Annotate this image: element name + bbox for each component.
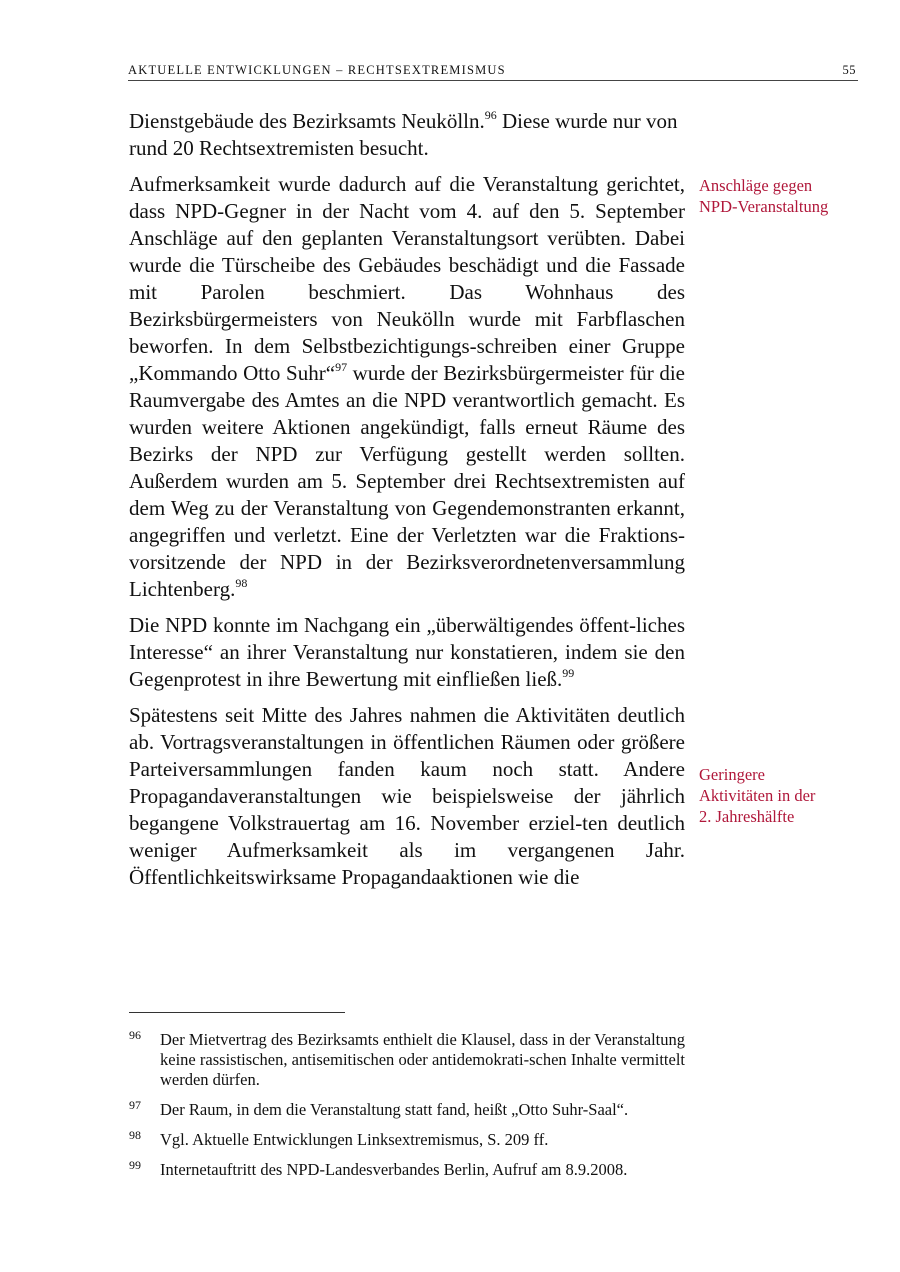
footnote-ref-98[interactable]: 98: [235, 576, 248, 590]
footnote-ref-99[interactable]: 99: [562, 666, 575, 680]
p2-text-a: Aufmerksamkeit wurde dadurch auf die Veranstaltung gerichtet, dass NPD-Gegner in der Nacht vom 4. auf den 5. September Anschläge auf den geplanten Veranstaltungsort verübten. Dabei wurde die Türscheibe des Gebäudes beschädigt und die Fassade mit Parolen beschmiert. Das Wohnhaus des Bezirksbürgermeisters von Neukölln wurde mit Farbflaschen beworfen. In dem Selbstbezichtigungs-schreiben einer Gruppe „Kommando Otto Suhr“: [129, 172, 685, 385]
p2-text-b: wurde der Bezirksbürgermeister für die Raumvergabe des Amtes an die NPD verantwortlich gemacht. Es wurden weitere Aktionen angekündigt, falls erneut Räume des Bezirks der NPD zur Verfügung gestellt werden sollten. Außerdem wurden am 5. September drei Rechtsextremisten auf dem Weg zu der Veranstaltung von Gegendemonstranten erkannt, angegriffen und verletzt. Eine der Verletzten war die Fraktions-vorsitzende der NPD in der Bezirksverordnetenversammlung Lichtenberg.: [129, 361, 685, 601]
margin-note-activities: [699, 764, 879, 827]
footnote-number: 98: [129, 1128, 141, 1142]
running-header: [128, 62, 858, 81]
footnote-ref-96[interactable]: 96: [484, 108, 497, 122]
main-text: [129, 108, 685, 900]
paragraph-3: [129, 612, 685, 693]
margin-note-line: 2. Jahreshälfte: [699, 807, 795, 826]
footnote-98: [129, 1130, 685, 1150]
margin-note-attacks: [699, 175, 879, 217]
p1-text-a: Dienstgebäude des Bezirksamts Neukölln.: [129, 109, 485, 133]
paragraph-4: [129, 702, 685, 891]
footnote-96: [129, 1030, 685, 1090]
footnote-number: 97: [129, 1098, 141, 1112]
footnote-text: Vgl. Aktuelle Entwicklungen Linksextremismus, S. 209 ff.: [160, 1130, 549, 1149]
footnote-number: 99: [129, 1158, 141, 1172]
footnote-97: [129, 1100, 685, 1120]
footnote-ref-97[interactable]: 97: [335, 360, 348, 374]
footnote-99: [129, 1160, 685, 1180]
paragraph-2: [129, 171, 685, 603]
footnote-text: Der Mietvertrag des Bezirksamts enthielt die Klausel, dass in der Veranstaltung keine rassistischen, antisemitischen oder antidemokrati-schen Inhalte vermittelt werden dürfen.: [160, 1030, 685, 1089]
paragraph-1: [129, 108, 685, 162]
p3-text: Die NPD konnte im Nachgang ein „überwältigendes öffent-liches Interesse“ an ihrer Veranstaltung nur konstatieren, indem sie den Gegenprotest in ihre Bewertung mit einfließen ließ.: [129, 613, 685, 691]
p4-text: Spätestens seit Mitte des Jahres nahmen die Aktivitäten deutlich ab. Vortragsveranstaltungen in öffentlichen Räumen oder größere Parteiversammlungen fanden kaum noch statt. Andere Propagandaveranstaltungen wie beispielsweise der jährlich begangene Volkstrauertag am 16. November erziel-ten deutlich weniger Aufmerksamkeit als im vergangenen Jahr. Öffentlichkeitswirksame Propagandaaktionen wie die: [129, 703, 685, 889]
running-title: AKTUELLE ENTWICKLUNGEN – RECHTSEXTREMISMUS: [128, 63, 506, 77]
page-number: 55: [842, 63, 856, 77]
footnote-text: Internetauftritt des NPD-Landesverbandes Berlin, Aufruf am 8.9.2008.: [160, 1160, 628, 1179]
margin-note-line: Geringere: [699, 765, 765, 784]
footnote-text: Der Raum, in dem die Veranstaltung statt fand, heißt „Otto Suhr-Saal“.: [160, 1100, 629, 1119]
footnotes: [129, 1030, 685, 1190]
margin-note-line: Aktivitäten in der: [699, 786, 816, 805]
margin-note-line: Anschläge gegen: [699, 176, 813, 195]
footnote-separator: [129, 1012, 345, 1013]
margin-note-line: NPD-Veranstaltung: [699, 197, 829, 216]
footnote-number: 96: [129, 1028, 141, 1042]
p1-text-b: Diese wurde nur von rund 20 Rechtsextremisten besucht.: [129, 109, 678, 160]
